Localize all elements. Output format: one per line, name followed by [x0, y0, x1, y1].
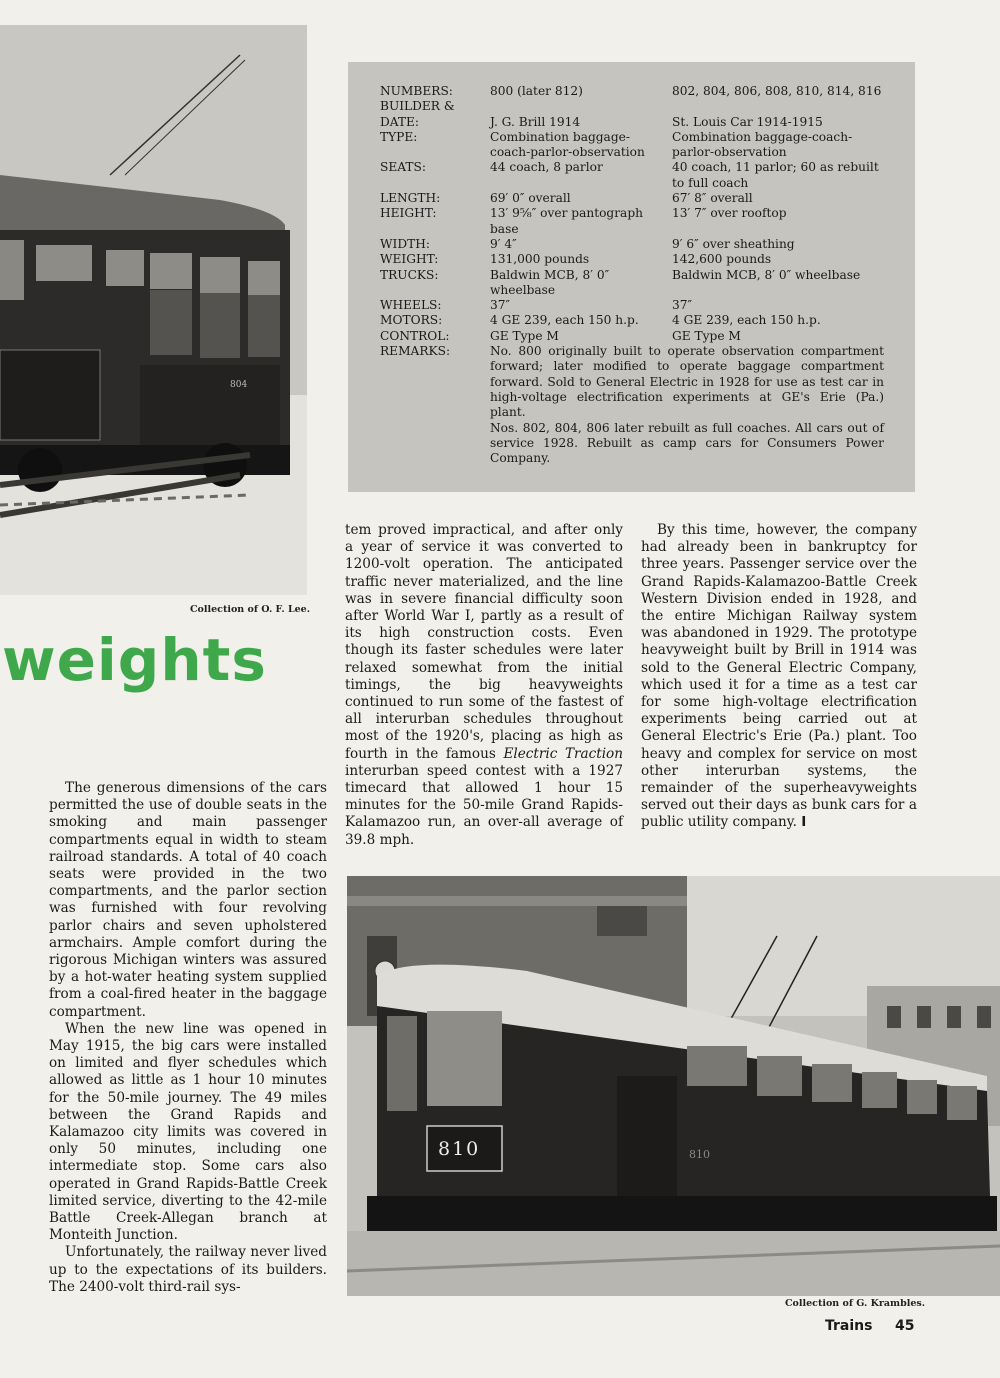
article-text: tem proved impractical, and after only a year of service it was converted to 1200-volt operation. The anticipated traffic never materialized, and the line was in severe financial difficulty soon after World War I, partly as a result of its high construction costs. Even though its faster schedules were later relaxed somewhat from the initial timings, the big heavyweights continued to run some of the fastest of all interurban schedules throughout most of the 1920's, placing as high as fourth in the famous — [345, 522, 623, 762]
spec-value: Combination baggage-coach- — [672, 129, 853, 144]
spec-label: WIDTH: — [380, 236, 430, 251]
spec-label: WEIGHT: — [380, 252, 439, 267]
spec-row — [348, 206, 915, 221]
spec-label: MOTORS: — [380, 313, 443, 328]
spec-label: TYPE: — [380, 129, 418, 144]
spec-value: 142,600 pounds — [672, 252, 772, 267]
spec-row — [348, 252, 915, 267]
end-mark-icon: I — [801, 814, 807, 831]
spec-row — [348, 191, 915, 206]
spec-row — [348, 115, 915, 130]
spec-label: BUILDER & — [380, 99, 455, 114]
article-column-middle — [345, 522, 623, 849]
photo-car-number-plate: 810 — [438, 1138, 481, 1160]
article-headline: weights — [2, 626, 267, 694]
spec-value: 69′ 0″ overall — [490, 191, 571, 206]
spec-value: 131,000 pounds — [490, 252, 590, 267]
article-paragraph — [345, 522, 623, 849]
spec-row — [348, 313, 915, 328]
spec-value: 37″ — [672, 298, 693, 313]
spec-row — [348, 160, 915, 175]
spec-value: Combination baggage- — [490, 129, 630, 144]
spec-value: 44 coach, 8 parlor — [490, 160, 603, 175]
spec-row — [348, 99, 915, 114]
spec-row — [348, 283, 915, 298]
spec-row — [348, 130, 915, 145]
spec-label: CONTROL: — [380, 328, 450, 343]
photo-car-number: 804 — [230, 380, 248, 390]
spec-value: 9′ 4″ — [490, 236, 517, 251]
article-paragraph: The generous dimensions of the cars permitted the use of double seats in the smoking and main passenger compartments equal in width to steam railroad standards. A total of 40 coach seats were provided in the two compartments, and the parlor section was furnished with four revolving parlor chairs and seven upholstered armchairs. Ample comfort during the rigorous Michigan winters was assured by a hot-water heating system supplied from a coal-fired heater in the baggage compartment. — [49, 780, 327, 1020]
spec-value: parlor-observation — [672, 145, 787, 160]
spec-value: to full coach — [672, 175, 749, 190]
photo-bottom-caption: Collection of G. Krambles. — [785, 1298, 926, 1309]
photo-top-caption: Collection of O. F. Lee. — [190, 604, 311, 615]
spec-value: wheelbase — [490, 282, 556, 297]
spec-row — [348, 222, 915, 237]
spec-value: Baldwin MCB, 8′ 0″ — [490, 267, 610, 282]
photo-interurban-car-804 — [0, 25, 307, 595]
spec-remarks — [490, 344, 884, 466]
spec-remark: No. 800 originally built to operate observation compartment forward; later modified to operate baggage compartment forward. Sold to General Electric in 1928 for use as test car in high-voltage electrification experiments at GE's Erie (Pa.) plant. — [490, 344, 884, 420]
spec-value: GE Type M — [672, 328, 741, 343]
spec-row — [348, 145, 915, 160]
spec-label: REMARKS: — [380, 344, 451, 359]
spec-value: 9′ 6″ over sheathing — [672, 236, 795, 251]
spec-value: 13′ 7″ over rooftop — [672, 206, 787, 221]
spec-row — [348, 237, 915, 252]
spec-value: 4 GE 239, each 150 h.p. — [672, 313, 821, 328]
page-number: 45 — [895, 1318, 915, 1334]
spec-value: 802, 804, 806, 808, 810, 814, 816 — [672, 84, 882, 98]
spec-value: 13′ 9⅝″ over pantograph — [490, 206, 643, 221]
article-paragraph: When the new line was opened in May 1915, the big cars were installed on limited and flyer schedules which allowed as little as 1 hour 10 minutes for the 50-mile journey. The 49 miles between the Grand Rapids and Kalamazoo city limits was covered in only 50 minutes, including one intermediate stop. Some cars also operated in Grand Rapids-Battle Creek limited service, diverting to the 42-mile Battle Creek-Allegan branch at Monteith Junction. — [49, 1020, 327, 1244]
spec-value: 67′ 8″ overall — [672, 191, 753, 206]
spec-label: SEATS: — [380, 160, 426, 175]
spec-value: 4 GE 239, each 150 h.p. — [490, 313, 639, 328]
spec-value: 40 coach, 11 parlor; 60 as rebuilt — [672, 160, 879, 175]
spec-row — [348, 329, 915, 344]
spec-remark: Nos. 802, 804, 806 later rebuilt as full coaches. All cars out of service 1928. Rebuilt as camp cars for Consumers Power Company. — [490, 420, 884, 466]
spec-value: 37″ — [490, 298, 511, 313]
spec-value: St. Louis Car 1914-1915 — [672, 114, 823, 129]
spec-value: GE Type M — [490, 328, 559, 343]
spec-row — [348, 176, 915, 191]
spec-value: 800 (later 812) — [490, 84, 583, 98]
publication-title: Electric Traction — [503, 745, 623, 762]
spec-table — [348, 62, 915, 492]
spec-label: DATE: — [380, 114, 420, 129]
spec-label: TRUCKS: — [380, 267, 439, 282]
article-column-right — [641, 522, 917, 832]
spec-label: LENGTH: — [380, 191, 441, 206]
spec-label: HEIGHT: — [380, 206, 437, 221]
spec-value: coach-parlor-observation — [490, 145, 645, 160]
article-paragraph — [641, 522, 917, 832]
spec-value: base — [490, 221, 519, 236]
spec-label: WHEELS: — [380, 298, 442, 313]
spec-label: NUMBERS: — [380, 84, 453, 98]
spec-row — [348, 84, 915, 99]
article-text: interurban speed contest with a 1927 timecard that allowed 1 hour 15 minutes for the 50-mile Grand Rapids-Kalamazoo run, an over-all average of 39.8 mph. — [345, 762, 623, 848]
magazine-name: Trains — [825, 1318, 873, 1334]
spec-row — [348, 298, 915, 313]
photo-car-side-number: 810 — [689, 1148, 710, 1161]
spec-value: J. G. Brill 1914 — [490, 114, 581, 129]
spec-row — [348, 268, 915, 283]
photo-interurban-car-810 — [347, 876, 1000, 1296]
article-paragraph: Unfortunately, the railway never lived up to the expectations of its builders. The 2400-volt third-rail sys- — [49, 1244, 327, 1295]
spec-value: Baldwin MCB, 8′ 0″ wheelbase — [672, 267, 861, 282]
article-text: By this time, however, the company had already been in bankruptcy for three years. Passenger service over the Grand Rapids-Kalamazoo-Battle Creek Western Division ended in 1928, and the entire Michigan Railway system was abandoned in 1929. The prototype heavyweight built by Brill in 1914 was sold to the General Electric Company, which used it for a time as a test car for some high-voltage electrification experiments being carried out at General Electric's Erie (Pa.) plant. Too heavy and complex for service on most other interurban systems, the remainder of the superheavyweights served out their days as bunk cars for a public utility company. — [641, 522, 917, 831]
article-column-left — [49, 780, 327, 1296]
